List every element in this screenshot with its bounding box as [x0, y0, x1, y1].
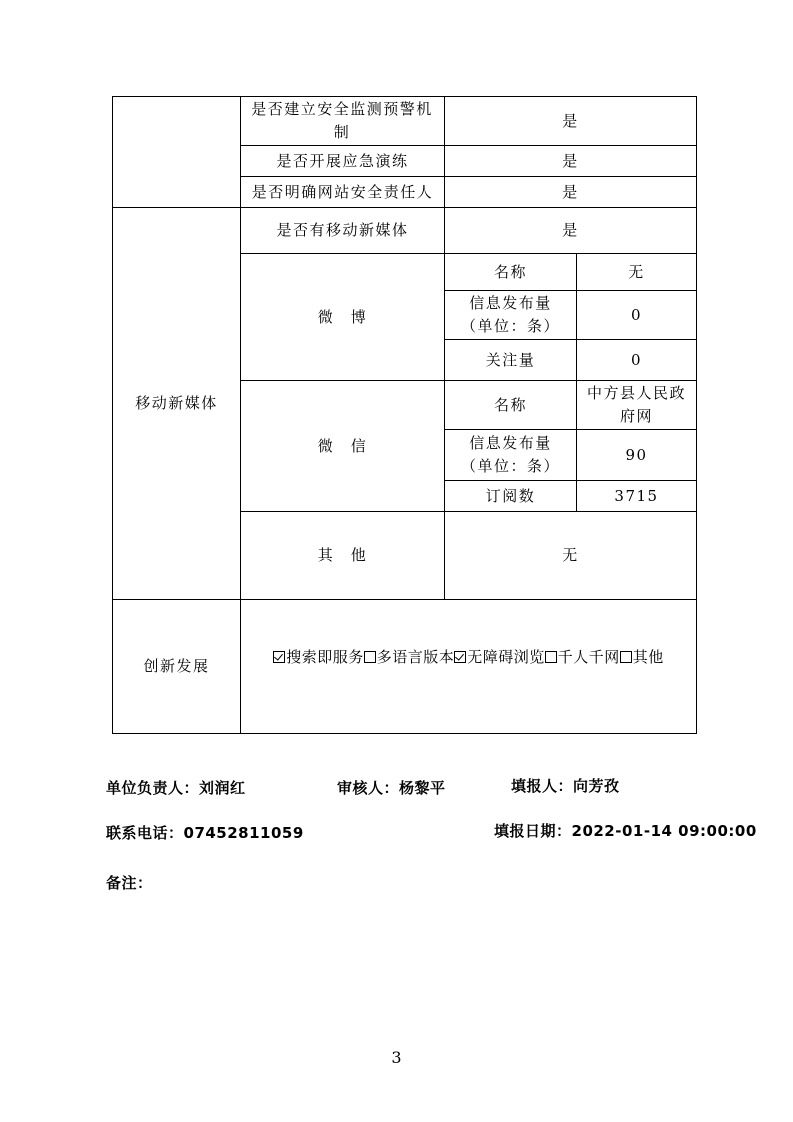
innovation-option-label: 无障碍浏览: [467, 648, 545, 666]
innovation-option-label: 搜索即服务: [286, 648, 364, 666]
innovation-option-label: 多语言版本: [376, 648, 455, 666]
note-label: 备注：: [106, 874, 153, 892]
table-border-bottom: [112, 733, 697, 734]
mobile-section-label: 移动新媒体: [135, 394, 218, 412]
checkbox-icon[interactable]: [620, 651, 632, 663]
mobile-has-label: 是否有移动新媒体: [276, 221, 409, 239]
warning-value: 是: [562, 111, 579, 130]
innovation-option-list: [273, 646, 664, 669]
wechat-name-label: 名称: [493, 395, 527, 414]
innovation-option[interactable]: [545, 648, 620, 666]
wechat-label: 微 信: [317, 436, 368, 455]
wechat-subs-value: 3715: [614, 486, 659, 505]
checkbox-icon[interactable]: [454, 651, 466, 663]
responsible-value: 是: [562, 182, 579, 201]
checkbox-icon[interactable]: [364, 651, 376, 663]
contact-phone: 联系电话：07452811059: [106, 824, 304, 842]
page-number: 3: [391, 1048, 402, 1067]
wechat-name-value: 中方县人民政府网: [586, 384, 686, 425]
weibo-label: 微 博: [317, 307, 368, 326]
checkbox-icon[interactable]: [273, 651, 285, 663]
innovation-option[interactable]: [273, 648, 364, 666]
innovation-option[interactable]: [364, 648, 455, 666]
innovation-options: [241, 600, 696, 715]
other-value: 无: [562, 546, 579, 564]
filler: 填报人：向芳孜: [511, 777, 620, 795]
mobile-has-value: 是: [562, 221, 579, 239]
wechat-posts-label: 信息发布量（单位：条）: [460, 434, 560, 475]
drill-label: 是否开展应急演练: [276, 151, 409, 170]
other-label: 其 他: [317, 546, 368, 564]
weibo-follow-label: 关注量: [485, 350, 536, 369]
weibo-name-value: 无: [628, 262, 645, 281]
warning-label: 是否建立安全监测预警机制: [251, 100, 433, 141]
weibo-posts-label: 信息发布量（单位：条）: [460, 294, 560, 335]
innovation-option-label: 其他: [632, 648, 664, 666]
fill-date: 填报日期：2022-01-14 09:00:00: [494, 822, 757, 840]
wechat-subs-label: 订阅数: [485, 486, 536, 505]
unit-head: 单位负责人：刘润红: [106, 779, 246, 797]
weibo-follow-value: 0: [630, 350, 643, 369]
table-border-right: [696, 96, 697, 734]
responsible-label: 是否明确网站安全责任人: [251, 182, 434, 201]
wechat-posts-value: 90: [625, 445, 648, 464]
reviewer: 审核人：杨黎平: [337, 779, 446, 797]
innovation-option[interactable]: [620, 648, 664, 666]
drill-value: 是: [562, 151, 579, 170]
innovation-label: 创新发展: [143, 657, 210, 675]
innovation-option[interactable]: [454, 648, 545, 666]
checkbox-icon[interactable]: [545, 651, 557, 663]
innovation-option-label: 千人千网: [557, 648, 620, 666]
weibo-name-label: 名称: [493, 262, 527, 281]
weibo-posts-value: 0: [630, 305, 643, 324]
